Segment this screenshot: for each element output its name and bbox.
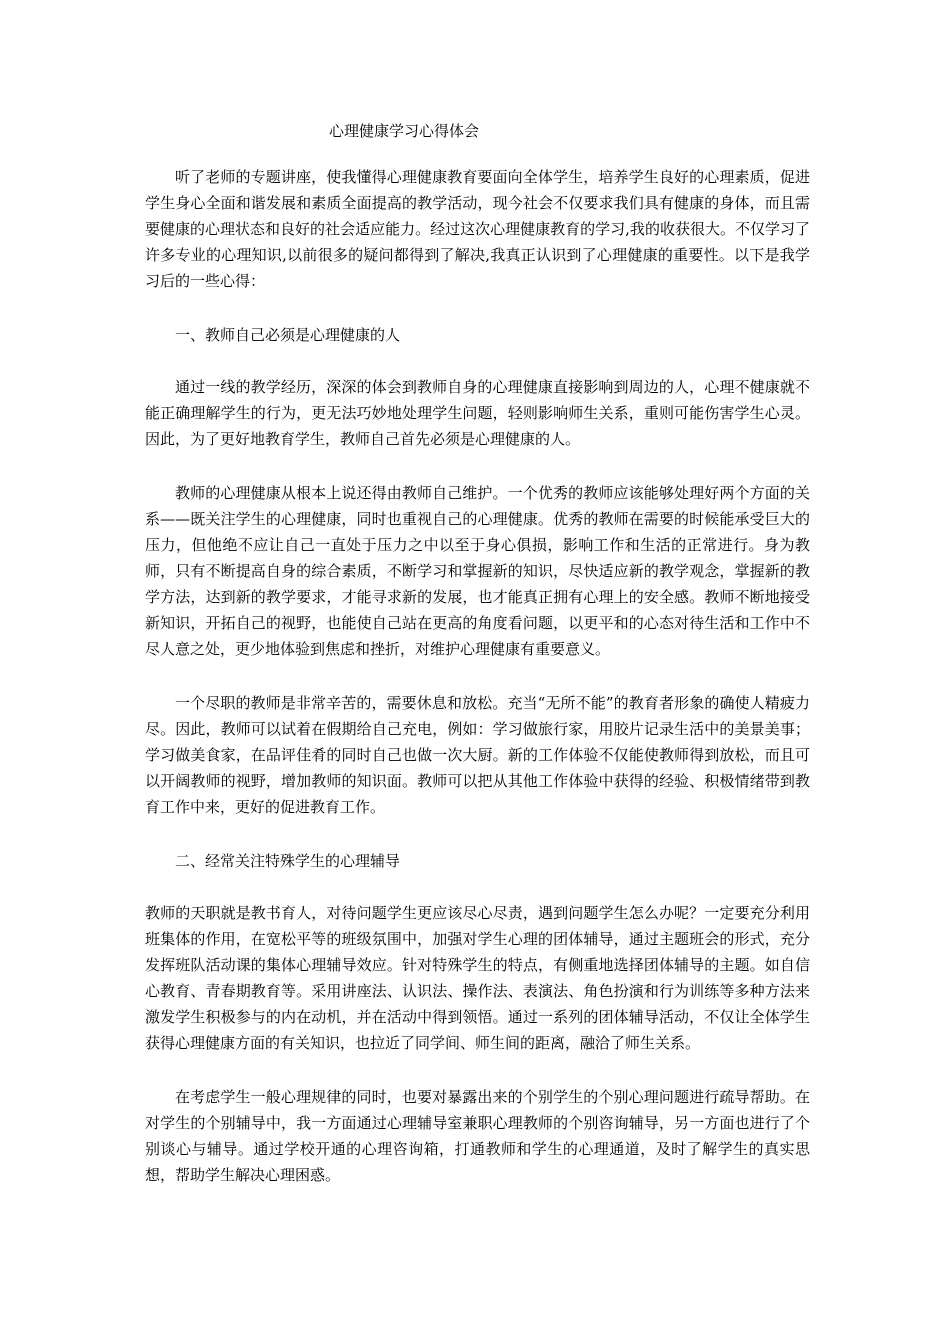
intro-paragraph: 听了老师的专题讲座，使我懂得心理健康教育要面向全体学生，培养学生良好的心理素质，促进学生身心全面和谐发展和素质全面提高的教学活动，现今社会不仅要求我们具有健康的身体，而且需要健康的心理状态和良好的社会适应能力。经过这次心理健康教育的学习,我的收获很大。不仅学习了许多专业的心理知识,以前很多的疑问都得到了解决,我真正认识到了心理健康的重要性。以下是我学习后的一些心得： xyxy=(145,168,810,290)
document-body xyxy=(145,118,810,1216)
document-title: 心理健康学习心得体会 xyxy=(329,122,480,140)
body-paragraph: 一个尽职的教师是非常辛苦的，需要休息和放松。充当“无所不能”的教育者形象的确使人精疲力尽。因此，教师可以试着在假期给自己充电，例如：学习做旅行家，用胶片记录生活中的美景美事；学习做美食家，在品评佳肴的同时自己也做一次大厨。新的工作体验不仅能使教师得到放松，而且可以开阔教师的视野，增加教师的知识面。教师可以把从其他工作体验中获得的经验、积极情绪带到教育工作中来，更好的促进教育工作。 xyxy=(145,694,810,816)
section-heading-1: 一、教师自己必须是心理健康的人 xyxy=(175,326,401,344)
body-paragraph: 教师的心理健康从根本上说还得由教师自己维护。一个优秀的教师应该能够处理好两个方面的关系——既关注学生的心理健康，同时也重视自己的心理健康。优秀的教师在需要的时候能承受巨大的压力，但他绝不应让自己一直处于压力之中以至于身心俱损，影响工作和生活的正常进行。身为教师，只有不断提高自身的综合素质，不断学习和掌握新的知识，尽快适应新的教学观念，掌握新的教学方法，达到新的教学要求，才能寻求新的发展，也才能真正拥有心理上的安全感。教师不断地接受新知识，开拓自己的视野，也能使自己站在更高的角度看问题，以更平和的心态对待生活和工作中不尽人意之处，更少地体验到焦虑和挫折，对维护心理健康有重要意义。 xyxy=(145,484,810,658)
body-paragraph: 在考虑学生一般心理规律的同时，也要对暴露出来的个别学生的个别心理问题进行疏导帮助。在对学生的个别辅导中，我一方面通过心理辅导室兼职心理教师的个别咨询辅导，另一方面也进行了个别谈心与辅导。通过学校开通的心理咨询箱，打通教师和学生的心理通道，及时了解学生的真实思想，帮助学生解决心理困惑。 xyxy=(145,1088,810,1184)
section-heading-2: 二、经常关注特殊学生的心理辅导 xyxy=(175,852,401,870)
body-paragraph: 教师的天职就是教书育人，对待问题学生更应该尽心尽责，遇到问题学生怎么办呢？一定要充分利用班集体的作用，在宽松平等的班级氛围中，加强对学生心理的团体辅导，通过主题班会的形式，充分发挥班队活动课的集体心理辅导效应。针对特殊学生的特点，有侧重地选择团体辅导的主题。如自信心教育、青春期教育等。采用讲座法、认识法、操作法、表演法、角色扮演和行为训练等多种方法来激发学生积极参与的内在动机，并在活动中得到领悟。通过一系列的团体辅导活动，不仅让全体学生获得心理健康方面的有关知识，也拉近了同学间、师生间的距离，融洽了师生关系。 xyxy=(145,904,810,1052)
body-paragraph: 通过一线的教学经历，深深的体会到教师自身的心理健康直接影响到周边的人，心理不健康就不能正确理解学生的行为，更无法巧妙地处理学生问题，轻则影响师生关系，重则可能伤害学生心灵。因此，为了更好地教育学生，教师自己首先必须是心理健康的人。 xyxy=(145,378,810,448)
